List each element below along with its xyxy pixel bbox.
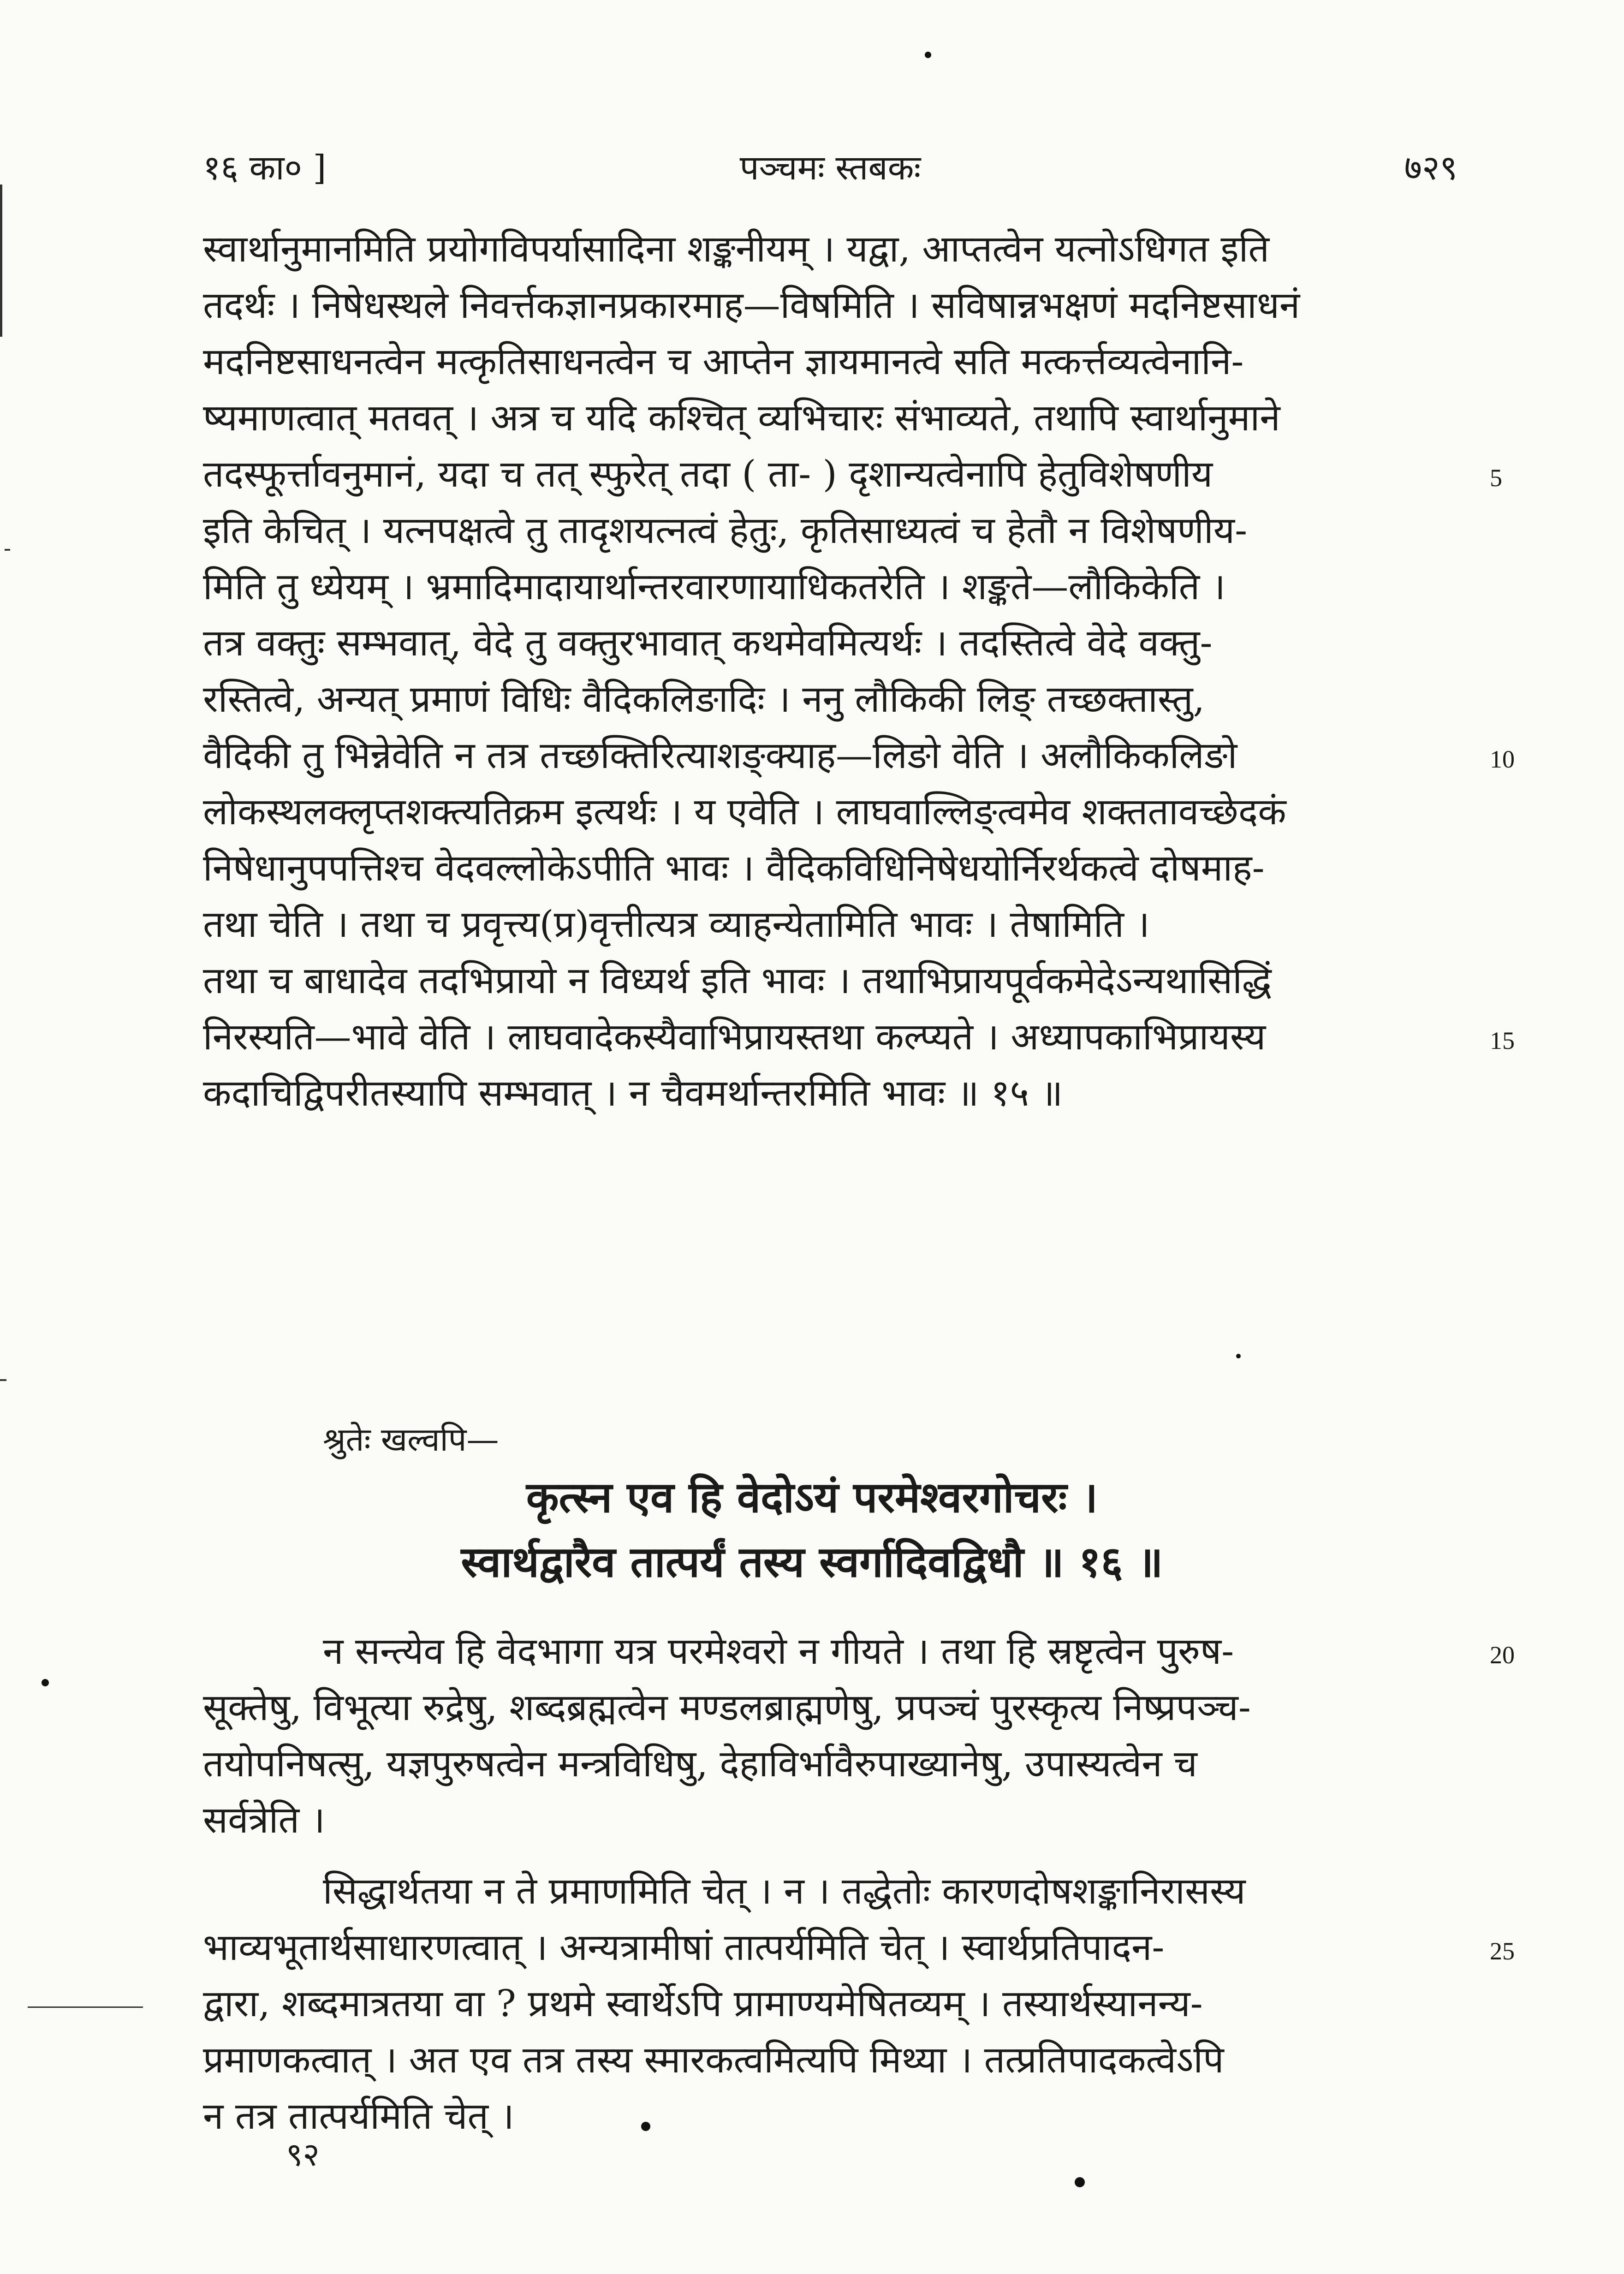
commentary-line: निरस्यति—भावे वेति । लाघवादेकस्यैवाभिप्रायस्तथा कल्प्यते । अध्यापकाभिप्रायस्य — [203, 1015, 1266, 1058]
commentary-line: रस्तित्वे, अन्यत् प्रमाणं विधिः वैदिकलिङादिः । ननु लौकिकी लिङ् तच्छक्तास्तु, — [203, 678, 1205, 720]
margin-edge-mark — [28, 2006, 143, 2008]
line-number: 25 — [1490, 1937, 1515, 1965]
scan-speck — [1236, 1354, 1241, 1358]
commentary-line: लोकस्थलक्लृप्तशक्त्यतिक्रम इत्यर्थः । य एवेति । लाघवाल्लिङ्त्वमेव शक्ततावच्छेदकं — [203, 790, 1286, 833]
commentary-line: तथा चेति । तथा च प्रवृत्त्य(प्र)वृत्तीत्यत्र व्याहन्येतामिति भावः । तेषामिति । — [203, 903, 1150, 946]
verse-line: कृत्स्न एव हि वेदोऽयं परमेश्वरगोचरः । — [526, 1472, 1098, 1522]
paragraph-line: तयोपनिषत्सु, यज्ञपुरुषत्वेन मन्त्रविधिषु, देहाविर्भावैरुपाख्यानेषु, उपास्यत्वेन च — [203, 1742, 1197, 1785]
line-number: 20 — [1490, 1641, 1515, 1669]
scan-speck — [925, 52, 931, 58]
paragraph-line: सर्वत्रेति । — [203, 1798, 325, 1841]
commentary-line: तदस्फूर्त्तावनुमानं, यदा च तत् स्फुरेत् तदा ( ता- ) दृशान्यत्वेनापि हेतुविशेषणीय — [203, 452, 1213, 495]
paragraph-line: सिद्धार्थतया न ते प्रमाणमिति चेत् । न । तद्धेतोः कारणदोषशङ्कानिरासस्य — [323, 1869, 1246, 1912]
commentary-line: स्वार्थानुमानमिति प्रयोगविपर्यासादिना शङ्कनीयम् । यद्वा, आप्तत्वेन यत्नोऽधिगत इति — [203, 227, 1269, 270]
line-number: 10 — [1490, 745, 1515, 773]
margin-edge-mark — [0, 1379, 6, 1381]
paragraph-line: सूक्तेषु, विभूत्या रुद्रेषु, शब्दब्रह्मत्वेन मण्डलब्राह्मणेषु, प्रपञ्चं पुरस्कृत्य निष्प्रपञ्च- — [203, 1686, 1251, 1729]
margin-edge-mark — [0, 185, 2, 337]
commentary-line: कदाचिद्विपरीतस्यापि सम्भवात् । न चैवमर्थान्तरमिति भावः ॥ १५ ॥ — [203, 1072, 1063, 1114]
verse-line: स्वार्थद्वारैव तात्पर्यं तस्य स्वर्गादिवद्विधौ ॥ १६ ॥ — [461, 1537, 1163, 1587]
commentary-line: मदनिष्टसाधनत्वेन मत्कृतिसाधनत्वेन च आप्तेन ज्ञायमानत्वे सति मत्कर्त्तव्यत्वेनानि- — [203, 340, 1244, 383]
paragraph-line: द्वारा, शब्दमात्रतया वा ? प्रथमे स्वार्थेऽपि प्रामाण्यमेषितव्यम् । तस्यार्थस्यानन्य- — [203, 1982, 1203, 2025]
header-section-marker: १६ का० ] — [203, 148, 327, 188]
commentary-line: इति केचित् । यत्नपक्षत्वे तु तादृशयत्नत्वं हेतुः, कृतिसाध्यत्वं च हेतौ न विशेषणीय- — [203, 509, 1248, 552]
commentary-line: मिति तु ध्येयम् । भ्रमादिमादायार्थान्तरवारणायाधिकतरेति । शङ्कते—लौकिकेति । — [203, 565, 1225, 608]
scan-speck — [42, 1679, 49, 1686]
running-header — [203, 134, 1457, 198]
verse-intro: श्रुतेः खल्वपि— — [323, 1421, 499, 1458]
commentary-line: निषेधानुपपत्तिश्च वेदवल्लोकेऽपीति भावः । वैदिकविधिनिषेधयोर्निरर्थकत्वे दोषमाह- — [203, 846, 1265, 889]
folio-signature: ९२ — [286, 2136, 320, 2173]
commentary-line: तथा च बाधादेव तदभिप्रायो न विध्यर्थ इति भावः । तथाभिप्रायपूर्वकमेदेऽन्यथासिद्धिं — [203, 959, 1272, 1002]
paragraph-line: भाव्यभूतार्थसाधारणत्वात् । अन्यत्रामीषां तात्पर्यमिति चेत् । स्वार्थप्रतिपादन- — [203, 1926, 1165, 1969]
commentary-line: ष्यमाणत्वात् मतवत् । अत्र च यदि कश्चित् व्यभिचारः संभाव्यते, तथापि स्वार्थानुमाने — [203, 396, 1280, 439]
paragraph-line: प्रमाणकत्वात् । अत एव तत्र तस्य स्मारकत्वमित्यपि मिथ्या । तत्प्रतिपादकत्वेऽपि — [203, 2038, 1224, 2081]
commentary-line: वैदिकी तु भिन्नेवेति न तत्र तच्छक्तिरित्याशङ्क्याह—लिङो वेति । अलौकिकलिङो — [203, 734, 1237, 777]
margin-edge-mark — [5, 549, 10, 551]
page-number: ७२९ — [1404, 148, 1457, 188]
paragraph-line: न सन्त्येव हि वेदभागा यत्र परमेश्वरो न गीयते । तथा हि स्रष्टृत्वेन पुरुष- — [323, 1630, 1234, 1673]
scan-speck — [1075, 2177, 1085, 2187]
line-number: 5 — [1490, 464, 1502, 492]
header-chapter-title: पञ्चमः स्तबकः — [739, 148, 921, 188]
line-number: 15 — [1490, 1027, 1515, 1054]
commentary-line: तदर्थः । निषेधस्थले निवर्त्तकज्ञानप्रकारमाह—विषमिति । सविषान्नभक्षणं मदनिष्टसाधनं — [203, 284, 1300, 327]
scan-speck — [641, 2122, 650, 2131]
commentary-line: तत्र वक्तुः सम्भवात्, वेदे तु वक्तुरभावात् कथमेवमित्यर्थः । तदस्तित्वे वेदे वक्तु- — [203, 621, 1213, 664]
paragraph-line: न तत्र तात्पर्यमिति चेत् । — [203, 2095, 514, 2137]
